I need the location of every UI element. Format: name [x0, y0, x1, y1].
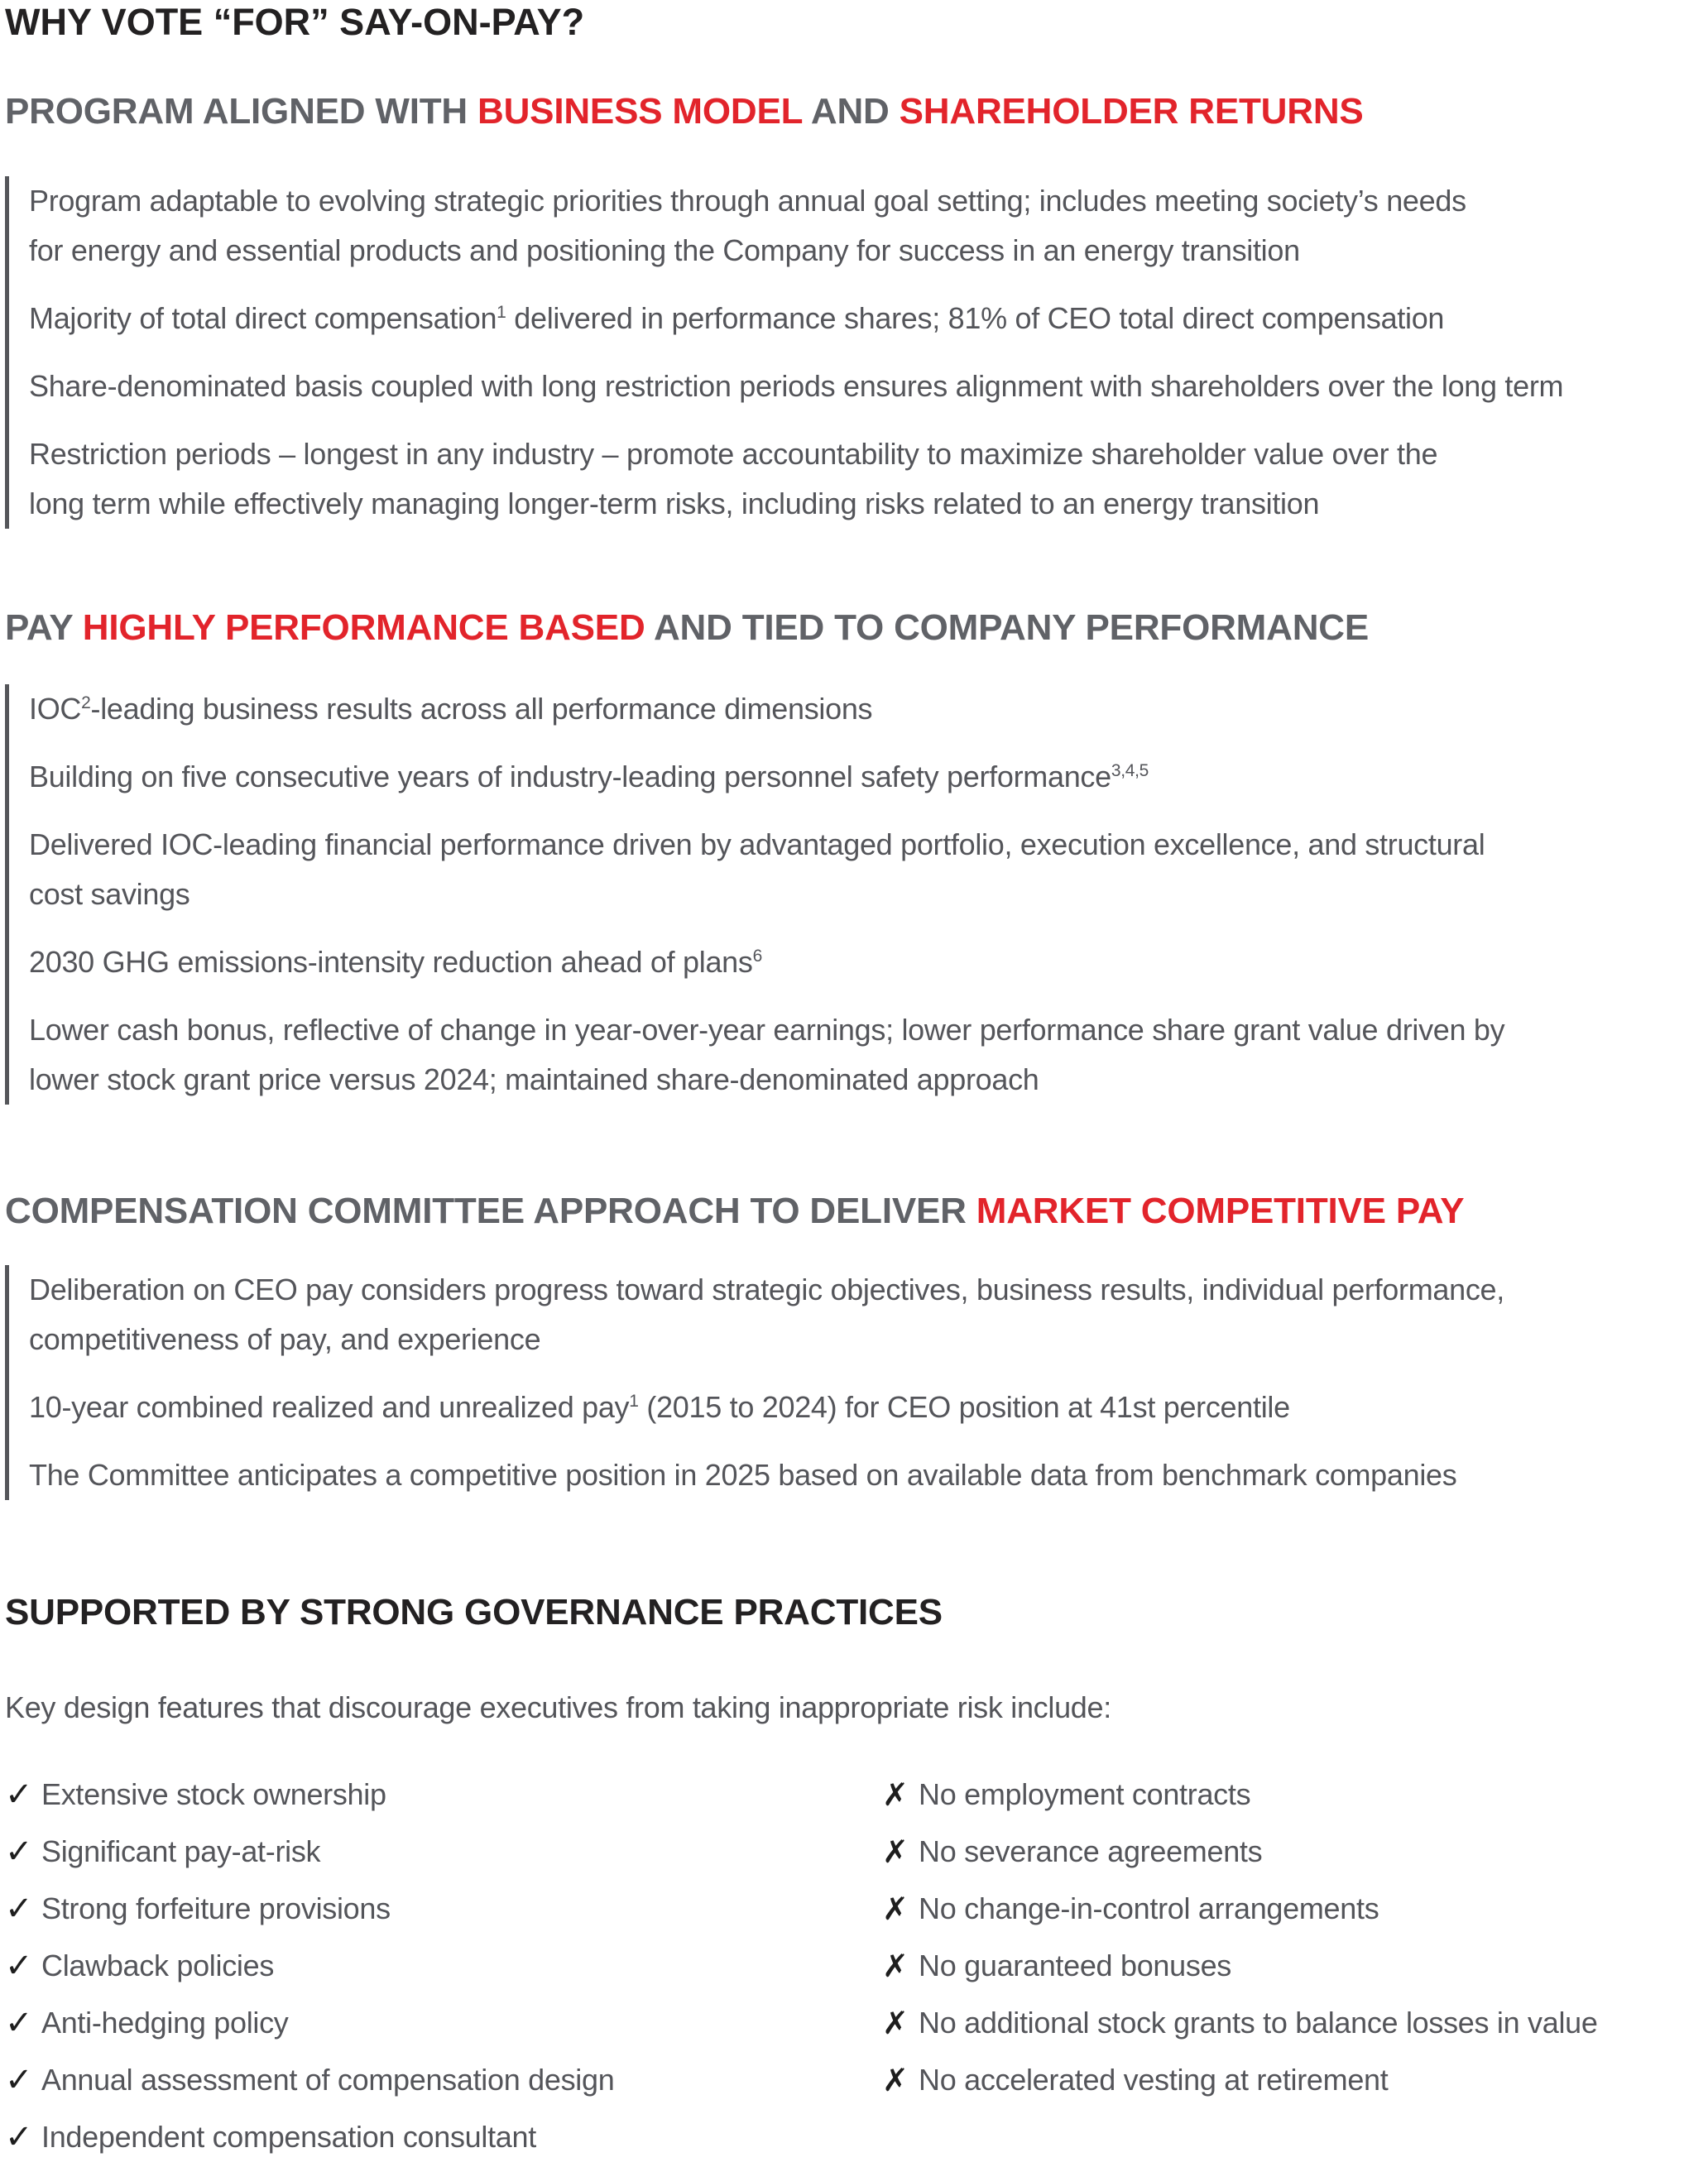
text-segment: COMPENSATION COMMITTEE APPROACH TO DELIVER	[5, 1191, 976, 1231]
governance-item-label: No accelerated vesting at retirement	[919, 2063, 1389, 2097]
text-line	[29, 937, 1708, 987]
governance-positive-item	[5, 2055, 882, 2105]
text-line	[29, 1265, 1708, 1315]
governance-positives-list	[5, 1770, 882, 2162]
bullet-item	[29, 429, 1708, 529]
bullet-item	[29, 176, 1708, 276]
text-segment: AND TIED TO COMPANY PERFORMANCE	[645, 607, 1370, 648]
governance-columns	[5, 1770, 1708, 2162]
text-segment: SHAREHOLDER RETURNS	[899, 91, 1364, 132]
bullet-item	[29, 1005, 1708, 1105]
governance-item-label: No employment contracts	[919, 1777, 1251, 1811]
section-committee-approach	[5, 1105, 1708, 1500]
cross-icon: ✗	[882, 1776, 909, 1813]
text-segment: delivered in performance shares; 81% of CEO total direct compensation	[506, 301, 1445, 335]
check-icon: ✓	[5, 1776, 33, 1814]
governance-item-label: Extensive stock ownership	[41, 1777, 386, 1811]
text-segment: Majority of total direct compensation	[29, 301, 497, 335]
bullet-item	[29, 362, 1708, 411]
text-line	[29, 1383, 1708, 1432]
check-icon: ✓	[5, 1833, 33, 1871]
text-segment: MARKET COMPETITIVE PAY	[976, 1191, 1465, 1231]
text-segment: -leading business results across all performance dimensions	[90, 692, 873, 726]
text-segment: Restriction periods – longest in any industry – promote accountability to maximize shareholder value over the	[29, 437, 1438, 471]
footnote-superscript: 1	[629, 1392, 639, 1411]
text-line	[29, 752, 1708, 802]
text-line	[29, 1055, 1708, 1105]
cross-icon: ✗	[882, 1948, 909, 1984]
governance-item-label: Annual assessment of compensation design	[41, 2063, 615, 2097]
text-line	[29, 226, 1708, 276]
section-heading-governance: SUPPORTED BY STRONG GOVERNANCE PRACTICES	[5, 1592, 943, 1632]
bullet-group-committee-approach	[5, 1265, 1708, 1500]
text-segment: long term while effectively managing longer-term risks, including risks related to an energy transition	[29, 487, 1320, 520]
governance-negatives-list	[882, 1770, 1708, 2162]
cross-icon: ✗	[882, 2062, 909, 2098]
check-icon: ✓	[5, 1947, 33, 1985]
text-line	[29, 176, 1708, 226]
governance-item-label: Anti-hedging policy	[41, 2006, 289, 2040]
text-segment: AND	[802, 91, 900, 132]
text-segment: 2030 GHG emissions-intensity reduction ahead of plans	[29, 945, 753, 979]
text-segment: 10-year combined realized and unrealized pay	[29, 1390, 630, 1424]
governance-positive-item	[5, 1998, 882, 2048]
text-line	[29, 684, 1708, 734]
footnote-superscript: 6	[752, 947, 762, 966]
governance-item-label: Independent compensation consultant	[41, 2120, 536, 2154]
section-heading-committee-approach	[5, 1190, 1708, 1233]
bullet-group-pay-performance-based	[5, 684, 1708, 1105]
check-icon: ✓	[5, 1890, 33, 1928]
text-segment: Deliberation on CEO pay considers progress toward strategic objectives, business results, individual performance,	[29, 1273, 1504, 1306]
section-heading-pay-performance-based	[5, 606, 1708, 650]
text-line	[29, 1450, 1708, 1500]
governance-intro: Key design features that discourage executives from taking inappropriate risk include:	[5, 1690, 1111, 1724]
bullet-item	[29, 294, 1708, 343]
text-line	[29, 362, 1708, 411]
bullet-item	[29, 1383, 1708, 1432]
text-segment: Share-denominated basis coupled with long restriction periods ensures alignment with shareholders over the long term	[29, 369, 1564, 403]
page-title: WHY VOTE “FOR” SAY-ON-PAY?	[5, 1, 585, 43]
governance-positive-item	[5, 1827, 882, 1877]
cross-icon: ✗	[882, 1834, 909, 1870]
text-segment: HIGHLY PERFORMANCE BASED	[82, 607, 645, 648]
text-segment: lower stock grant price versus 2024; maintained share-denominated approach	[29, 1062, 1039, 1096]
check-icon: ✓	[5, 2061, 33, 2099]
footnote-superscript: 1	[497, 303, 506, 322]
section-governance	[5, 1500, 1708, 2162]
text-line	[29, 294, 1708, 343]
text-segment: Program adaptable to evolving strategic priorities through annual goal setting; includes meeting society’s needs	[29, 184, 1466, 218]
governance-negative-item	[882, 2055, 1708, 2105]
bullet-item	[29, 1450, 1708, 1500]
text-line	[29, 1315, 1708, 1364]
governance-negative-item	[882, 1827, 1708, 1877]
text-segment: PAY	[5, 607, 83, 648]
governance-item-label: No severance agreements	[919, 1834, 1263, 1868]
governance-negative-item	[882, 1770, 1708, 1819]
text-segment: (2015 to 2024) for CEO position at 41st percentile	[638, 1390, 1290, 1424]
governance-item-label: No change-in-control arrangements	[919, 1891, 1379, 1925]
footnote-superscript: 2	[81, 693, 91, 712]
bullet-item	[29, 752, 1708, 802]
governance-item-label: No guaranteed bonuses	[919, 1949, 1231, 1982]
bullet-item	[29, 937, 1708, 987]
text-segment: Lower cash bonus, reflective of change in year-over-year earnings; lower performance share grant value driven by	[29, 1013, 1505, 1047]
text-segment: IOC	[29, 692, 82, 726]
text-segment: cost savings	[29, 877, 190, 911]
cross-icon: ✗	[882, 2005, 909, 2041]
text-segment: PROGRAM ALIGNED WITH	[5, 91, 478, 132]
bullet-item	[29, 820, 1708, 919]
section-heading-program-aligned	[5, 90, 1708, 133]
governance-negative-item	[882, 1884, 1708, 1934]
text-segment: Delivered IOC-leading financial performance driven by advantaged portfolio, execution excellence, and structural	[29, 827, 1485, 861]
text-segment: competitiveness of pay, and experience	[29, 1322, 541, 1356]
governance-negative-item	[882, 1941, 1708, 1991]
check-icon: ✓	[5, 2004, 33, 2042]
text-line	[29, 1005, 1708, 1055]
text-line	[29, 479, 1708, 529]
governance-positive-item	[5, 2112, 882, 2162]
governance-positive-item	[5, 1770, 882, 1819]
bullet-item	[29, 1265, 1708, 1364]
governance-positive-item	[5, 1941, 882, 1991]
footnote-superscript: 3,4,5	[1111, 761, 1149, 780]
cross-icon: ✗	[882, 1891, 909, 1927]
governance-item-label: Strong forfeiture provisions	[41, 1891, 391, 1925]
governance-negative-item	[882, 1998, 1708, 2048]
text-segment: The Committee anticipates a competitive position in 2025 based on available data from benchmark companies	[29, 1458, 1457, 1492]
governance-item-label: Significant pay-at-risk	[41, 1834, 321, 1868]
section-pay-performance-based	[5, 529, 1708, 1105]
section-program-aligned	[5, 43, 1708, 529]
check-icon: ✓	[5, 2118, 33, 2156]
bullet-item	[29, 684, 1708, 734]
text-line	[29, 820, 1708, 870]
governance-item-label: No additional stock grants to balance losses in value	[919, 2006, 1598, 2040]
governance-positive-item	[5, 1884, 882, 1934]
text-segment: BUSINESS MODEL	[477, 91, 803, 132]
text-segment: Building on five consecutive years of industry-leading personnel safety performance	[29, 760, 1111, 793]
bullet-group-program-aligned	[5, 176, 1708, 529]
text-line	[29, 870, 1708, 919]
governance-item-label: Clawback policies	[41, 1949, 275, 1982]
text-line	[29, 429, 1708, 479]
text-segment: for energy and essential products and positioning the Company for success in an energy transition	[29, 233, 1300, 267]
